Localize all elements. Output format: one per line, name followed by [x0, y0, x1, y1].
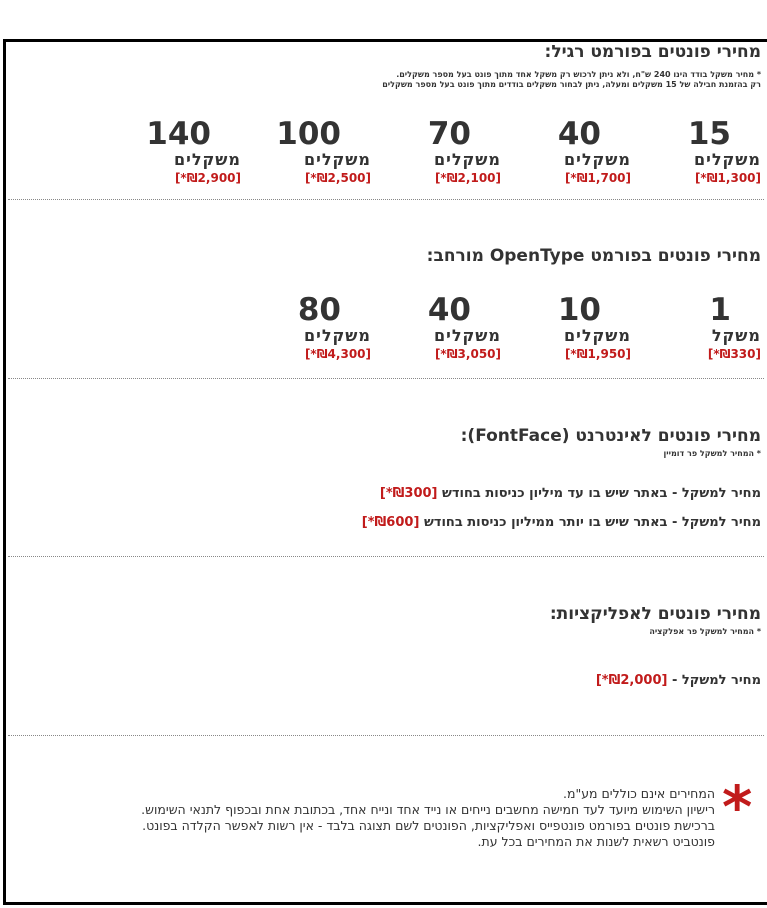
tier-price: [₪330*]: [707, 347, 761, 361]
tier-price: [₪1,950*]: [564, 347, 631, 361]
tier-unit: משקלים: [693, 150, 761, 169]
tier: [371, 294, 501, 362]
web-price-line-2: [362, 515, 761, 530]
tier-unit: משקלים: [563, 150, 631, 169]
tier-unit: משקלים: [563, 326, 631, 345]
tier-unit: משקלים: [433, 150, 501, 169]
tier-count: 100: [276, 116, 341, 152]
web-line-1-text: מחיר למשקל - באתר שיש בו עד מיליון כניסות בחודש: [442, 486, 761, 501]
tier-price: [₪2,900*]: [174, 171, 241, 185]
tier-count: 10: [557, 292, 601, 328]
apps-line-text: מחיר למשקל -: [671, 673, 761, 688]
tier: [631, 294, 761, 362]
footer-line: ברכישת פונטים בפורמט פונטפייס ואפליקציות, הפונטים לשם תצוגה בלבד - אין רשות לאפשר הקלדה בפונט.: [142, 818, 715, 833]
tier-count: 15: [687, 116, 731, 152]
section-divider: [8, 556, 764, 557]
opentype-section-title: מחירי פונטים בפורמט OpenType מורחב:: [426, 246, 761, 266]
footer-line: פונטביט רשאית לשנות את המחירים בכל עת.: [477, 834, 715, 849]
web-note: * המחיר למשקל פר דומיין: [663, 449, 761, 458]
regular-note-2: רק בהזמנת חבילה של 15 משקלים ומעלה, ניתן לבחור משקלים בודדים מתוך פונט בעל מספר משקלים: [382, 80, 761, 89]
tier-price: [₪1,300*]: [694, 171, 761, 185]
opentype-tiers: [241, 294, 761, 362]
tier-count: 140: [146, 116, 211, 152]
tier-price: [₪1,700*]: [564, 171, 631, 185]
tier-count: 1: [709, 292, 731, 328]
footer-line: המחירים אינם כוללים מע"מ.: [563, 786, 715, 801]
web-section-title: מחירי פונטים לאינטרנט (FontFace):: [460, 426, 761, 446]
tier-count: 40: [427, 292, 471, 328]
tier-price: [₪4,300*]: [304, 347, 371, 361]
web-line-2-price: [₪600*]: [361, 515, 420, 530]
apps-price-line: [596, 673, 761, 688]
apps-line-price: [₪2,000*]: [595, 673, 668, 688]
tier: [241, 118, 371, 186]
tier-count: 80: [297, 292, 341, 328]
web-price-line-1: [380, 486, 761, 501]
footer-line: רישיון השימוש מיועד לעד חמישה מחשבים נייחים או נייד אחד ונייח אחד, בכתובת אחת ובכפוף לתנאי השימוש.: [141, 802, 715, 817]
section-divider: [8, 199, 764, 200]
tier-unit: משקל: [711, 326, 761, 345]
apps-note: * המחיר למשקל פר אפלקציה: [649, 627, 761, 636]
tier: [631, 118, 761, 186]
tier: [241, 294, 371, 362]
regular-tiers: [111, 118, 761, 186]
section-divider: [8, 378, 764, 379]
tier: [371, 118, 501, 186]
web-line-1-price: [₪300*]: [379, 486, 438, 501]
tier-count: 70: [427, 116, 471, 152]
apps-section-title: מחירי פונטים לאפליקציות:: [549, 604, 761, 624]
regular-note-1: * מחיר משקל בודד הינו 240 ש"ח, ולא ניתן לרכוש רק משקל אחד מתוך פונט בעל מספר משקלים.: [396, 70, 761, 79]
tier-unit: משקלים: [303, 326, 371, 345]
tier-price: [₪2,500*]: [304, 171, 371, 185]
footer-notes: [141, 786, 715, 850]
tier-price: [₪2,100*]: [434, 171, 501, 185]
tier-count: 40: [557, 116, 601, 152]
tier: [501, 294, 631, 362]
section-divider: [8, 735, 764, 736]
tier-unit: משקלים: [173, 150, 241, 169]
tier-price: [₪3,050*]: [434, 347, 501, 361]
tier: [111, 118, 241, 186]
asterisk-icon: *: [722, 773, 753, 841]
regular-section-title: מחירי פונטים בפורמט רגיל:: [544, 42, 761, 62]
tier-unit: משקלים: [433, 326, 501, 345]
tier-unit: משקלים: [303, 150, 371, 169]
tier: [501, 118, 631, 186]
web-line-2-text: מחיר למשקל - באתר שיש בו יותר ממיליון כניסות בחודש: [423, 515, 761, 530]
